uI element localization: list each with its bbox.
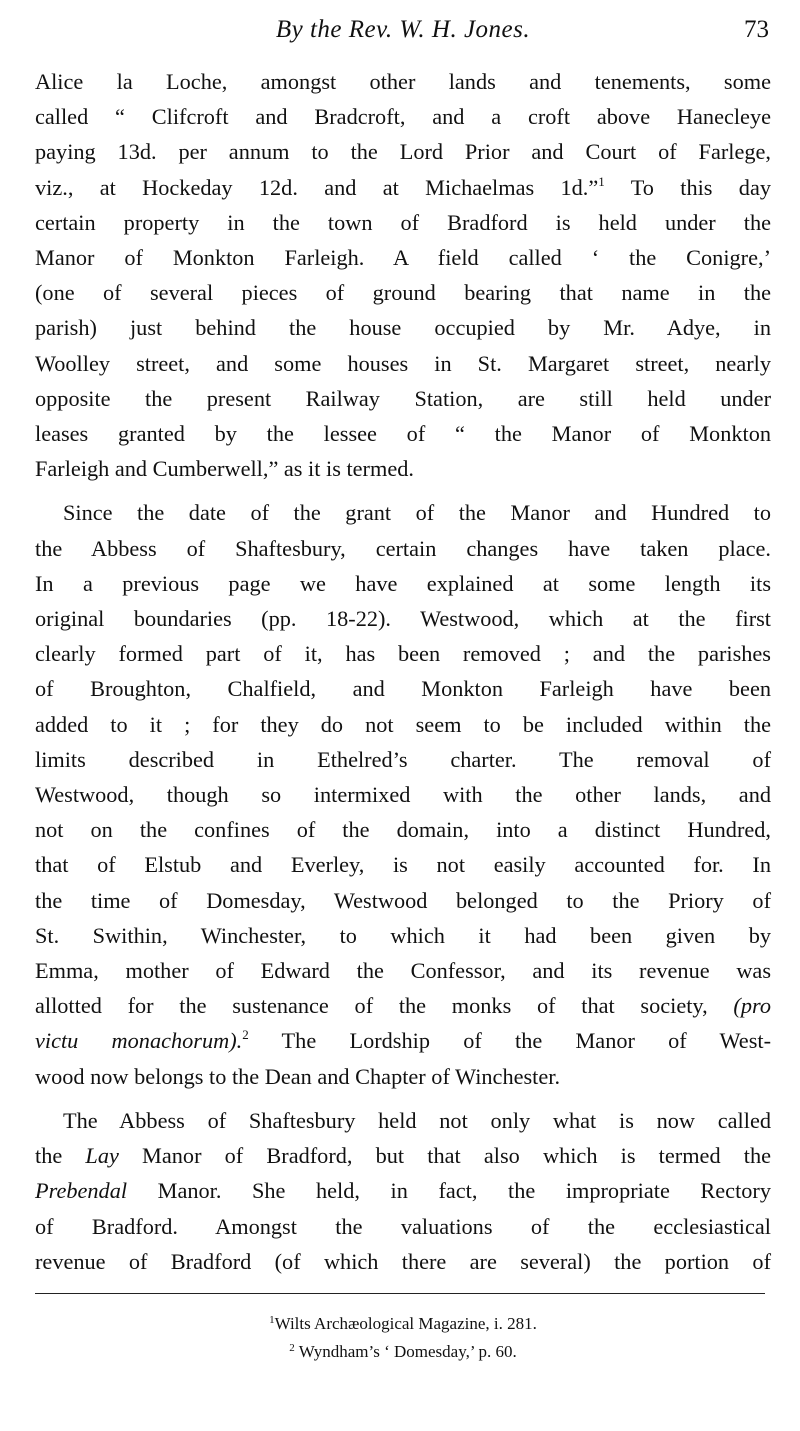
text-line: called “ Clifcroft and Bradcroft, and a croft above Hanecleye	[35, 104, 771, 130]
text-line: In a previous page we have explained at some length its	[35, 570, 771, 596]
text-line	[35, 988, 771, 1023]
running-title: By the Rev. W. H. Jones.	[275, 16, 531, 43]
text-line: clearly formed part of it, has been removed ; and the parishes	[35, 641, 771, 667]
text-line: added to it ; for they do not seem to be included within the	[35, 711, 771, 737]
text-segment: the	[35, 1143, 86, 1169]
text-segment: allotted for the sustenance of the monks of that society,	[35, 993, 708, 1019]
italic-text: Lay	[85, 1143, 119, 1169]
text-line: that of Elstub and Everley, is not easily accounted for. In	[35, 852, 771, 878]
text-line: (one of several pieces of ground bearing that name in the	[35, 280, 771, 306]
body-text	[35, 64, 771, 1279]
text-line: Since the date of the grant of the Manor and Hundred to	[63, 500, 771, 526]
text-line	[35, 1173, 771, 1208]
text-segment: Manor. She held, in fact, the impropriate Rectory	[127, 1178, 771, 1204]
footnote-text: Wilts Archæological Magazine, i. 281.	[274, 1313, 537, 1333]
running-head	[35, 14, 771, 54]
text-segment: viz., at Hockeday 12d. and at Michaelmas 1d.”	[35, 174, 599, 200]
paragraph-3	[35, 1103, 771, 1279]
text-line	[35, 1138, 771, 1173]
footnote-ref-1: 1	[598, 173, 605, 189]
footnote-2	[35, 1338, 771, 1366]
text-line: Farleigh and Cumberwell,” as it is termed.	[35, 456, 414, 482]
footnote-mark: 1	[269, 1313, 275, 1326]
text-segment: To this day	[604, 174, 771, 200]
text-segment: The Lordship of the Manor of West-	[248, 1028, 771, 1054]
text-line: parish) just behind the house occupied by Mr. Adye, in	[35, 315, 771, 341]
paragraph-1	[35, 64, 771, 486]
text-line: of Bradford. Amongst the valuations of the ecclesiastical	[35, 1213, 771, 1239]
text-line: The Abbess of Shaftesbury held not only what is now called	[63, 1107, 771, 1133]
footnote-1	[35, 1310, 771, 1338]
text-line: wood now belongs to the Dean and Chapter of Winchester.	[35, 1063, 561, 1089]
text-segment: Manor of Bradford, but that also which is termed the	[118, 1143, 771, 1169]
text-line: leases granted by the lessee of “ the Manor of Monkton	[35, 421, 771, 447]
text-line: the time of Domesday, Westwood belonged to the Priory of	[35, 887, 771, 913]
footnotes	[35, 1310, 771, 1366]
footnote-text: Wyndham’s ‘ Domesday,’ p. 60.	[298, 1341, 517, 1361]
text-line: Alice la Loche, amongst other lands and tenements, some	[35, 69, 771, 94]
book-page	[35, 14, 771, 1366]
text-line: limits described in Ethelred’s charter. The removal of	[35, 746, 771, 772]
footnote-ref-2: 2	[242, 1027, 249, 1043]
page-number: 73	[744, 16, 769, 43]
italic-text: (pro	[733, 993, 771, 1019]
text-line: opposite the present Railway Station, are still held under	[35, 385, 771, 411]
text-line: St. Swithin, Winchester, to which it had been given by	[35, 922, 771, 948]
text-line: certain property in the town of Bradford is held under the	[35, 209, 771, 235]
text-line	[35, 1023, 771, 1058]
paragraph-2	[35, 495, 771, 1093]
text-line: the Abbess of Shaftesbury, certain changes have taken place.	[35, 535, 771, 561]
italic-text: Prebendal	[35, 1178, 128, 1204]
text-line: original boundaries (pp. 18-22). Westwood, which at the first	[35, 606, 771, 632]
text-line: of Broughton, Chalfield, and Monkton Farleigh have been	[35, 676, 771, 702]
text-line: Woolley street, and some houses in St. Margaret street, nearly	[35, 350, 771, 376]
text-line: Westwood, though so intermixed with the other lands, and	[35, 782, 771, 808]
footnote-rule	[35, 1293, 765, 1294]
text-line: Manor of Monkton Farleigh. A field called ‘ the Conigre,’	[35, 245, 771, 271]
text-line: paying 13d. per annum to the Lord Prior and Court of Farlege,	[35, 139, 771, 165]
text-line: not on the confines of the domain, into a distinct Hundred,	[35, 817, 771, 843]
footnote-mark: 2	[289, 1341, 295, 1354]
italic-text: victu monachorum).	[35, 1028, 243, 1054]
text-line: revenue of Bradford (of which there are several) the portion of	[35, 1248, 771, 1274]
text-line	[35, 170, 771, 205]
text-line: Emma, mother of Edward the Confessor, and its revenue was	[35, 958, 771, 984]
